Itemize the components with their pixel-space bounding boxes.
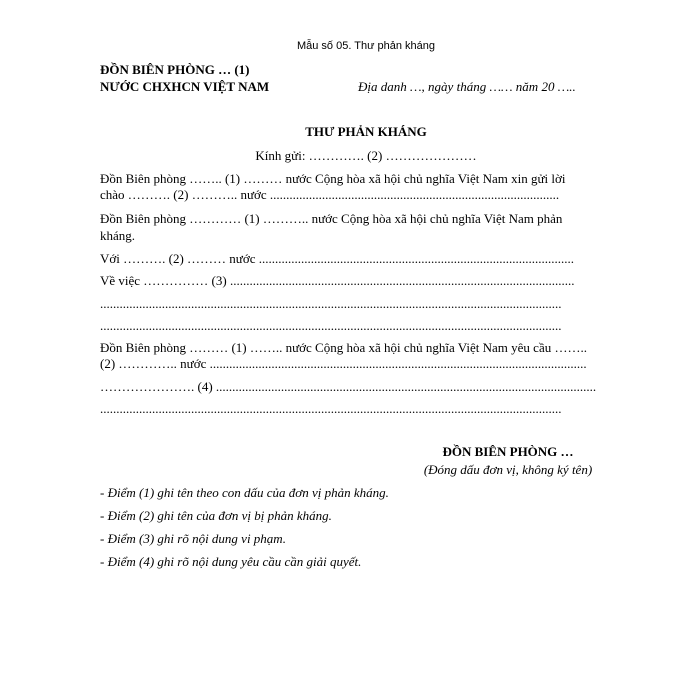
recipient-line: Kính gửi: …………. (2) ………………… [255,148,477,163]
document-title: THƯ PHẢN KHÁNG [305,124,427,139]
body-blank-line: .............................................................................................................................................. [100,296,562,311]
note-item: - Điểm (4) ghi rõ nội dung yêu cầu cần giải quyết. [100,554,362,569]
note-item: - Điểm (3) ghi rõ nội dung vi phạm. [100,531,286,546]
note-item: - Điểm (2) ghi tên của đơn vị bị phản kháng. [100,508,332,523]
signature-title: ĐỒN BIÊN PHÒNG … [442,444,574,459]
body-with-line: Với ………. (2) ……… nước ................................................................................................. [100,251,574,266]
header-unit: ĐỒN BIÊN PHÒNG … (1) [100,62,250,77]
body-p3-line3: …………………. (4) ..................................................................................................................... [100,379,597,394]
body-p3-line4: .............................................................................................................................................. [100,401,562,416]
body-p1-line1: Đồn Biên phòng …….. (1) ……… nước Cộng hòa xã hội chủ nghĩa Việt Nam xin gửi lời [100,171,566,186]
body-p3-line2: (2) ………….. nước .................................................................................................................... [100,356,587,371]
header-place-date: Địa danh …, ngày tháng …… năm 20 ….. [358,79,576,94]
body-p2-line2: kháng. [100,228,136,243]
header-country: NƯỚC CHXHCN VIỆT NAM [100,79,270,94]
body-about-line: Về việc …………… (3) .......................................................................................................... [100,273,575,288]
form-number: Mẫu số 05. Thư phản kháng [296,40,436,52]
body-blank-line: .............................................................................................................................................. [100,318,562,333]
note-item: - Điểm (1) ghi tên theo con dấu của đơn vị phản kháng. [100,485,389,500]
signature-note: (Đóng dấu đơn vị, không ký tên) [423,462,593,477]
body-p2-line1: Đồn Biên phòng ………… (1) ……….. nước Cộng hòa xã hội chủ nghĩa Việt Nam phản [100,211,563,226]
body-p1-line2: chào ………. (2) ……….. nước ......................................................................................... [100,187,560,202]
body-p3-line1: Đồn Biên phòng ……… (1) …….. nước Cộng hòa xã hội chủ nghĩa Việt Nam yêu cầu …….. [100,340,587,355]
